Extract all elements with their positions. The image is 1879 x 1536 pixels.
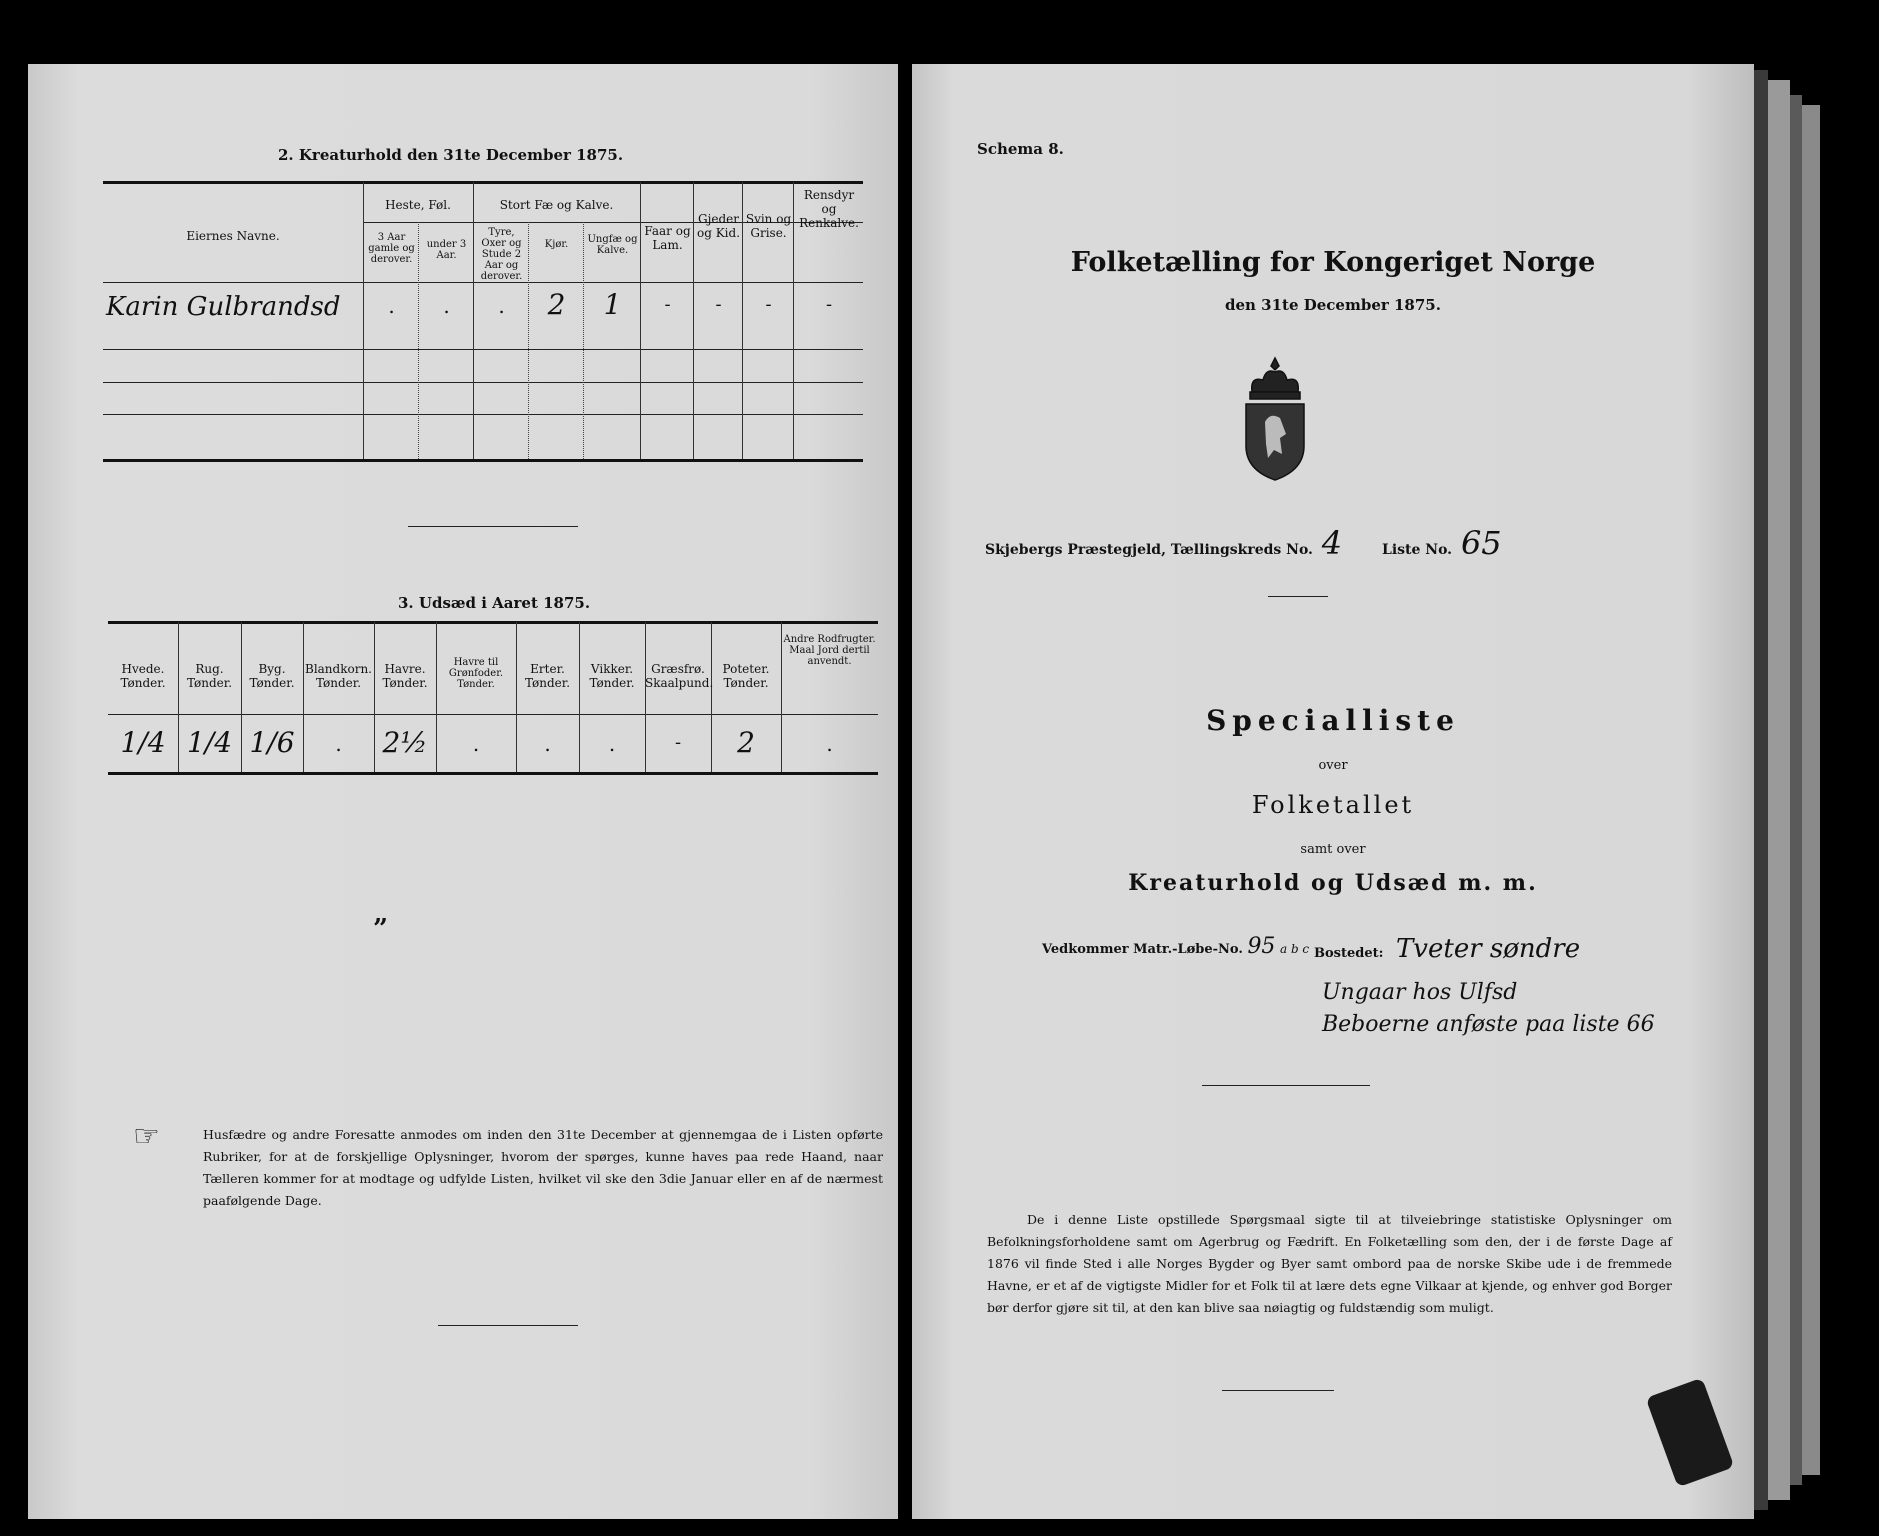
sow-col-graesfro: Græsfrø. Skaalpund.	[645, 662, 714, 690]
sow-col-erter: Erter. Tønder.	[524, 662, 571, 690]
handwritten-note-2: Beboerne anføste paa liste 66	[1322, 1012, 1655, 1037]
divider	[1202, 1085, 1370, 1086]
col-bull: Tyre, Oxer og Stude 2 Aar og derover.	[480, 227, 523, 282]
sow-value-byg: 1/6	[249, 726, 295, 759]
section3-title: 3. Udsæd i Aaret 1875.	[398, 594, 591, 612]
sow-value-poteter: 2	[737, 726, 755, 759]
bosted-line	[1314, 934, 1580, 964]
col-sheep: Faar og Lam.	[644, 224, 691, 252]
footer-text: De i denne Liste opstillede Spørgsmaal sigte til at tilveiebringe statistiske Oplysninger om Befolkningsforholdene samt om Agerbrug og Fædrift. En Folketælling som den, der i de første Dage af 1876 vil finde Sted i alle Norges Bygder og Byer samt ombord paa de norske Skibe ude i de fremmede Havne, er et af de vigtigste Midler for et Folk til at lære dets egne Vilkaar at kjende, og enhver god Borger bør derfor gjøre sit til, at den kan blive saa nøiagtig og fuldstændig som muligt.	[987, 1212, 1672, 1315]
sow-value-andre: .	[826, 732, 833, 756]
col-cow: Kjør.	[544, 239, 569, 250]
horses-group-header: Heste, Føl.	[385, 198, 451, 212]
col-owner-header: Eiernes Navne.	[186, 229, 280, 243]
col-pig: Svin og Grise.	[745, 212, 792, 240]
pointing-hand-icon: ☞	[133, 1119, 160, 1154]
horse-young-value: .	[443, 294, 450, 318]
cow-value: 2	[547, 288, 566, 321]
col-reindeer: Rensdyr og Renkalve.	[799, 188, 859, 230]
col-horse-young: under 3 Aar.	[426, 239, 467, 261]
sow-col-poteter: Poteter. Tønder.	[722, 662, 770, 690]
kreds-number: 4	[1321, 524, 1343, 562]
folketallet-heading: Folketallet	[1251, 791, 1415, 819]
page-edge	[1802, 105, 1820, 1475]
census-title: Folketælling for Kongeriget Norge	[1070, 247, 1596, 278]
notice-text: Husfædre og andre Foresatte anmodes om inden den 31te December at gjennemgaa de i Listen opførte Rubriker, for at de forskjellige Oplysninger, hvorom der spørges, kunne haves paa rede Haand, naar Tælleren kommer for at modtage og udfylde Listen, hvilket vil ske den 3die Januar eller en af de nærmest paafølgende Dage.	[203, 1127, 883, 1208]
sow-value-rug: 1/4	[186, 726, 233, 759]
sow-col-hvede: Hvede. Tønder.	[120, 662, 166, 690]
specialliste-heading: Specialliste	[1206, 704, 1460, 737]
liste-number: 65	[1460, 524, 1502, 562]
reindeer-value: -	[825, 294, 833, 315]
parish-label: Skjebergs Præstegjeld, Tællingskreds No.	[985, 542, 1313, 558]
norway-coat-of-arms-icon	[1230, 354, 1320, 484]
col-young: Ungfæ og Kalve.	[587, 234, 638, 256]
divider	[408, 526, 578, 527]
matr-label: Vedkommer Matr.-Løbe-No.	[1042, 942, 1243, 957]
sow-col-blandkorn: Blandkorn. Tønder.	[305, 662, 372, 690]
bull-value: .	[498, 294, 505, 318]
samt-over-text: samt over	[1300, 842, 1366, 857]
section2-title: 2. Kreaturhold den 31te December 1875.	[278, 146, 624, 164]
liste-line	[1382, 524, 1502, 562]
parish-line	[985, 524, 1342, 562]
page-edge	[1790, 95, 1802, 1485]
divider	[1268, 596, 1328, 597]
young-value: 1	[603, 288, 622, 321]
divider	[1222, 1390, 1334, 1391]
bosted-label: Bostedet:	[1314, 946, 1384, 961]
goat-value: -	[715, 294, 722, 315]
sow-col-byg: Byg. Tønder.	[249, 662, 295, 690]
left-page	[28, 64, 898, 1519]
matr-extra: a b c	[1279, 942, 1310, 956]
liste-label: Liste No.	[1382, 542, 1453, 558]
matr-line	[1042, 934, 1309, 959]
sow-value-erter: .	[544, 732, 551, 756]
cattle-group-header: Stort Fæ og Kalve.	[499, 198, 614, 212]
sow-value-blandkorn: .	[335, 732, 342, 756]
horse-old-value: .	[388, 294, 395, 318]
sow-col-andre: Andre Rodfrugter. Maal Jord dertil anvendt.	[783, 634, 876, 667]
sow-col-vikker: Vikker. Tønder.	[589, 662, 635, 690]
census-date: den 31te December 1875.	[1225, 296, 1441, 314]
sow-value-hvede: 1/4	[120, 726, 166, 759]
page-edge	[1768, 80, 1790, 1500]
handwritten-note-1: Ungaar hos Ulfsd	[1322, 980, 1518, 1005]
matr-number: 95	[1247, 934, 1276, 959]
sow-value-vikker: .	[608, 732, 616, 756]
sow-col-havre-gronfoder: Havre til Grønfoder. Tønder.	[448, 657, 504, 690]
sheep-value: -	[664, 294, 671, 315]
divider	[438, 1325, 578, 1326]
col-horse-old: 3 Aar gamle og derover.	[368, 232, 415, 265]
sow-value-graesfro: -	[674, 732, 682, 753]
bosted-value: Tveter søndre	[1395, 934, 1581, 964]
sow-col-rug: Rug. Tønder.	[186, 662, 233, 690]
kreaturhold-heading: Kreaturhold og Udsæd m. m.	[1128, 870, 1538, 896]
sow-col-havre: Havre. Tønder.	[382, 662, 428, 690]
right-page	[912, 64, 1754, 1519]
owner-name: Karin Gulbrandsd	[106, 292, 341, 322]
stray-mark: ”	[373, 914, 388, 944]
sow-value-havre-gronfoder: .	[472, 732, 480, 756]
col-goat: Gjeder og Kid.	[696, 212, 741, 240]
over-text: over	[1318, 758, 1348, 773]
pig-value: -	[765, 294, 772, 315]
schema-label: Schema 8.	[977, 140, 1064, 158]
page-edge	[1754, 70, 1768, 1510]
sow-value-havre: 2½	[382, 726, 428, 759]
